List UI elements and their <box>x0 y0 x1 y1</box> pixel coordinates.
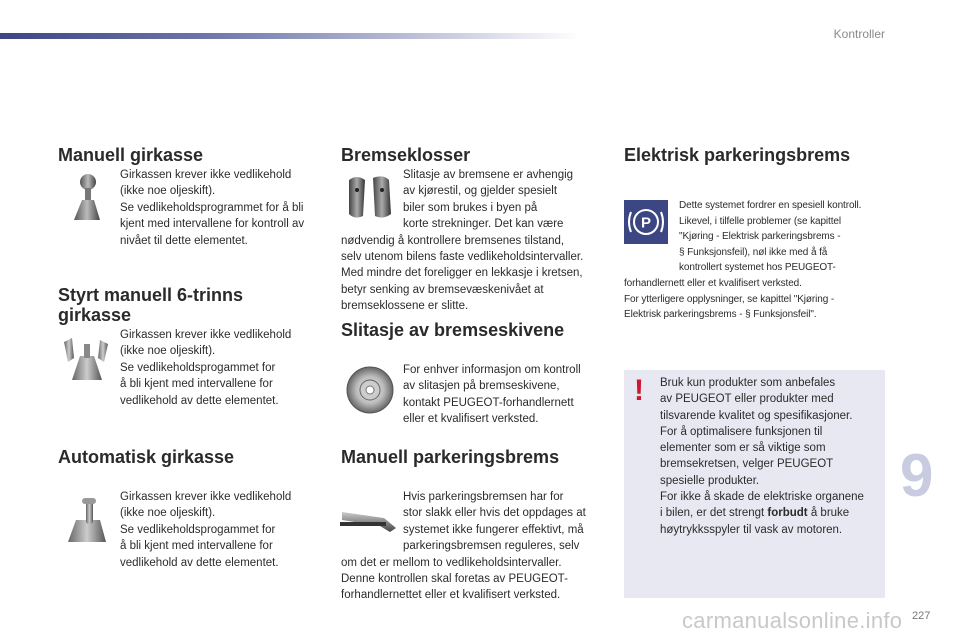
automatic-title: Automatisk girkasse <box>58 447 235 467</box>
section-label: Kontroller <box>833 27 885 41</box>
manual-gearbox-title: Manuell girkasse <box>58 145 204 165</box>
electric-parking-title: Elektrisk parkeringsbrems <box>624 145 851 165</box>
discs-text: For enhver informasjon om kontroll av slitasjen på bremseskivene, kontakt PEUGEOT-forhandlernett eller et kvalifisert verksted. <box>403 364 581 426</box>
header-bar <box>0 33 580 39</box>
gear-knob-icon <box>60 172 112 224</box>
electric-parking-text: Dette systemet fordrer en spesiell kontroll. Likevel, i tilfelle problemer (se kapittel "Kjøring - Elektrisk parkeringsbrems - § Funksjonsfeil), nøl ikke med å få kontrollert systemet hos PEUGEOT- forhandlernett eller et kvalifisert verksted. For ytterligere opplysninger, se kapittel "Kjøring - Elektrisk parkeringsbrems - § Funksjonsfeil". <box>624 200 862 321</box>
automatic-text: Girkassen krever ikke vedlikehold (ikke noe oljeskift). Se vedlikeholdsprogammet for å bli kjent med intervallene for vedlikehold av dette elementet. <box>120 491 292 569</box>
discs-title: Slitasje av bremseskivene <box>341 320 565 340</box>
manual-gearbox-text: Girkassen krever ikke vedlikehold (ikke noe oljeskift). Se vedlikeholdsprogrammet for å bli kjent med intervallene for kontroll av nivået til dette elementet. <box>120 169 305 247</box>
chapter-number: 9 <box>900 442 934 509</box>
manual-parking-text: Hvis parkeringsbremsen har for stor slakk eller hvis det oppdages at systemet ikke fungerer effektivt, må parkeringsbremsen reguleres, selv om det er mellom to vedlikeholdsintervaller. Denne kontrollen skal foretas av PEUGEOT- forhandlernettet eller et kvalifisert verksted. <box>341 491 586 602</box>
six-speed-text: Girkassen krever ikke vedlikehold (ikke noe oljeskift). Se vedlikeholdsprogammet for å bli kjent med intervallene for vedlikehold av dette elementet. <box>120 329 292 407</box>
six-speed-title: Styrt manuell 6-trinns girkasse <box>58 285 244 325</box>
watermark: carmanualsonline.info <box>682 608 903 633</box>
brake-pads-text: Slitasje av bremsene er avhengig av kjørestil, og gjelder spesielt biler som brukes i byen på korte strekninger. Det kan være nødvendig å kontrollere bremsenes tilstand, selv utenom bilens faste vedlikeholdsintervaller. Med mindre det foreligger en lekkasje i kretsen, betyr senking av bremsevæskenivået at bremseklossene er slitte. <box>341 169 584 313</box>
parking-p-label: P <box>640 214 652 232</box>
warning-icon: ! <box>634 374 644 407</box>
brake-disc-icon <box>345 365 395 415</box>
automatic-lever-icon <box>60 494 112 546</box>
page-number: 227 <box>912 610 931 622</box>
manual-parking-title: Manuell parkeringsbrems <box>341 447 560 467</box>
brake-pads-title: Bremseklosser <box>341 145 471 165</box>
warning-text: Bruk kun produkter som anbefales av PEUGEOT eller produkter med tilsvarende kvalitet og spesifikasjoner. For å optimalisere funksjonen til elementer som er så viktige som bremsekretsen, velger PEUGEOT spesielle produkter. For ikke å skade de elektriske organene i bilen, er det strengt forbudt å bruke høytrykksspyler til vask av motoren. <box>660 377 864 536</box>
gear-paddles-icon <box>60 332 112 384</box>
